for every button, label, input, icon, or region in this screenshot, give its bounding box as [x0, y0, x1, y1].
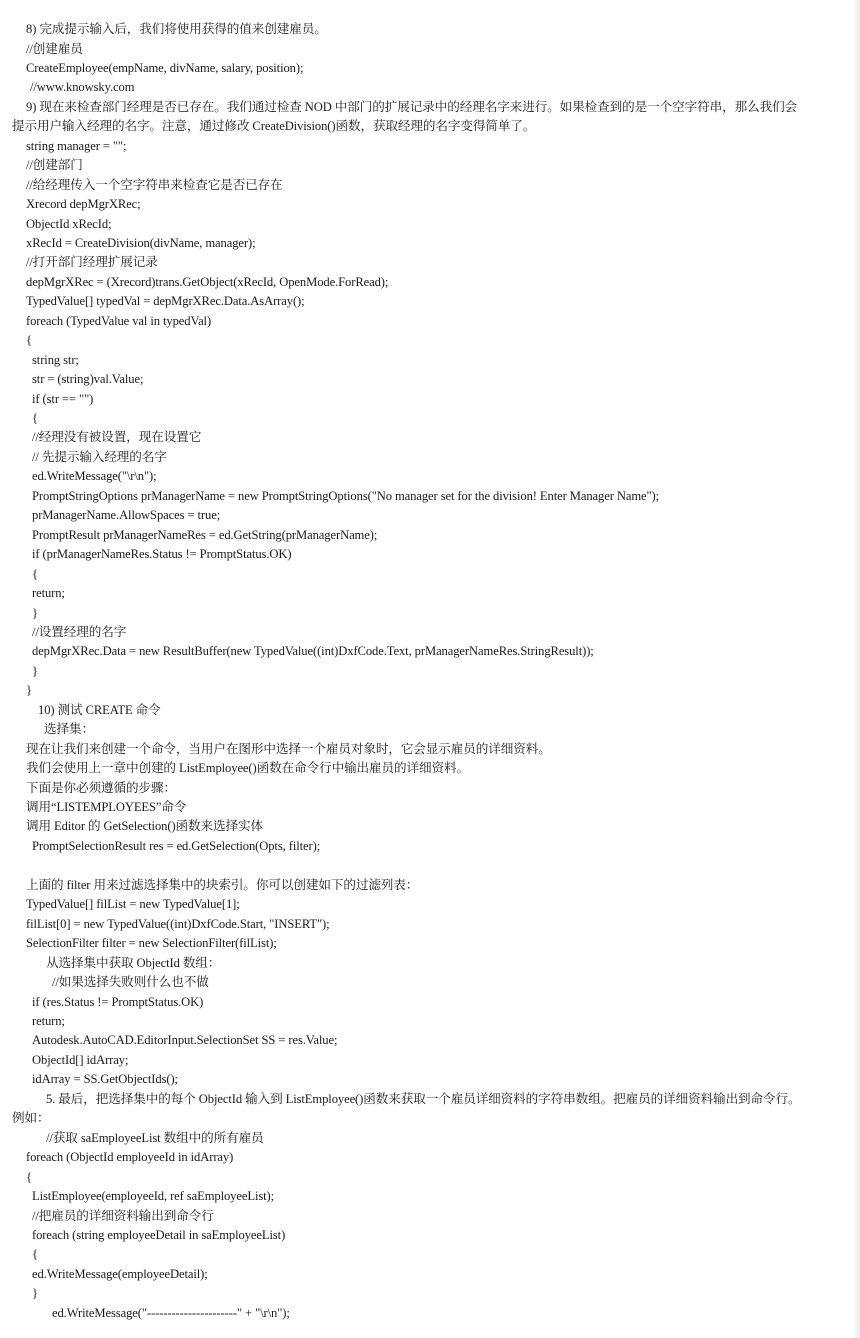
text-line: 下面是你必须遵循的步骤： — [26, 780, 176, 795]
text-line: PromptSelectionResult res = ed.GetSelection(Opts, filter); — [32, 838, 321, 853]
text-line: 5. 最后，把选择集中的每个 ObjectId 输入到 ListEmployee()函数来获取一个雇员详细资料的字符串数组。把雇员的详细资料输出到命令行。 — [46, 1091, 801, 1106]
text-line: 现在让我们来创建一个命令，当用户在图形中选择一个雇员对象时，它会显示雇员的详细资料。 — [26, 741, 551, 756]
text-line: } — [26, 683, 32, 698]
text-line: ObjectId xRecId; — [26, 216, 112, 231]
text-line: TypedValue[] typedVal = depMgrXRec.Data.AsArray(); — [26, 294, 305, 309]
text-line: PromptStringOptions prManagerName = new PromptStringOptions("No manager set for the division! Enter Manager Name"); — [32, 488, 660, 503]
text-line: xRecId = CreateDivision(divName, manager); — [26, 235, 256, 250]
text-line: //打开部门经理扩展记录 — [26, 255, 158, 270]
text-line: return; — [32, 1013, 65, 1028]
text-line: //创建部门 — [26, 158, 83, 173]
text-line: foreach (ObjectId employeeId in idArray) — [26, 1150, 234, 1165]
text-line: ObjectId[] idArray; — [32, 1052, 129, 1067]
text-line: ed.WriteMessage("\r\n"); — [32, 469, 157, 484]
text-line: 提示用户输入经理的名字。注意，通过修改 CreateDivision()函数，获取经理的名字变得简单了。 — [12, 119, 536, 134]
text-line: //设置经理的名字 — [32, 624, 127, 639]
text-line: 8) 完成提示输入后，我们将使用获得的值来创建雇员。 — [26, 22, 327, 36]
text-line: SelectionFilter filter = new SelectionFilter(filList); — [26, 936, 277, 951]
text-line: ed.WriteMessage("----------------------" + "\r\n"); — [52, 1305, 290, 1320]
text-line: return; — [32, 586, 65, 600]
text-line: PromptResult prManagerNameRes = ed.GetString(prManagerName); — [32, 527, 378, 542]
text-line: } — [32, 1286, 38, 1301]
text-line: { — [26, 1169, 32, 1184]
text-line: if (res.Status != PromptStatus.OK) — [32, 994, 204, 1009]
text-line: TypedValue[] filList = new TypedValue[1]; — [26, 897, 240, 912]
text-line: 选择集： — [44, 722, 94, 737]
text-line: 9) 现在来检查部门经理是否已存在。我们通过检查 NOD 中部门的扩展记录中的经理名字来进行。如果检查到的是一个空字符串，那么我们会 — [26, 99, 798, 114]
text-line: if (prManagerNameRes.Status != PromptStatus.OK) — [32, 547, 292, 562]
text-line: { — [26, 333, 32, 348]
text-line: //www.knowsky.com — [30, 80, 135, 95]
text-line: foreach (string employeeDetail in saEmployeeList) — [32, 1227, 286, 1242]
text-line: 调用 Editor 的 GetSelection()函数来选择实体 — [26, 819, 263, 834]
text-line: Xrecord depMgrXRec; — [26, 197, 141, 211]
text-line: } — [32, 663, 38, 678]
text-line: { — [32, 411, 38, 425]
text-line: //创建雇员 — [26, 41, 83, 56]
text-line: Autodesk.AutoCAD.EditorInput.SelectionSet SS = res.Value; — [32, 1033, 338, 1048]
text-line: 从选择集中获取 ObjectId 数组： — [46, 955, 221, 970]
text-line: 上面的 filter 用来过滤选择集中的块索引。你可以创建如下的过滤列表： — [26, 877, 419, 892]
text-line: ListEmployee(employeeId, ref saEmployeeList); — [32, 1189, 275, 1203]
text-line: 10) 测试 CREATE 命令 — [38, 702, 161, 717]
text-line: filList[0] = new TypedValue((int)DxfCode.Start, "INSERT"); — [26, 916, 330, 931]
text-line: //把雇员的详细资料输出到命令行 — [32, 1208, 214, 1223]
text-line: // 先提示输入经理的名字 — [32, 449, 167, 464]
text-line: CreateEmployee(empName, divName, salary, position); — [26, 60, 304, 75]
text-line: string str; — [32, 352, 79, 367]
text-line: depMgrXRec.Data = new ResultBuffer(new TypedValue((int)DxfCode.Text, prManagerNameRes.StringResult)); — [32, 644, 594, 659]
text-line: str = (string)val.Value; — [32, 372, 144, 387]
text-line: 我们会使用上一章中创建的 ListEmployee()函数在命令行中输出雇员的详细资料。 — [26, 761, 470, 776]
text-line: //经理没有被设置，现在设置它 — [32, 430, 202, 445]
text-line: if (str == "") — [32, 391, 94, 406]
text-line: } — [32, 605, 38, 620]
text-line: prManagerName.AllowSpaces = true; — [32, 508, 221, 523]
text-line: ed.WriteMessage(employeeDetail); — [32, 1266, 208, 1281]
text-line: 例如： — [12, 1111, 50, 1126]
text-line: 调用“LISTEMPLOYEES”命令 — [26, 800, 187, 814]
text-line: foreach (TypedValue val in typedVal) — [26, 313, 212, 328]
text-line: depMgrXRec = (Xrecord)trans.GetObject(xRecId, OpenMode.ForRead); — [26, 274, 389, 289]
text-line: //给经理传入一个空字符串来检查它是否已存在 — [26, 177, 283, 192]
text-line: { — [32, 566, 38, 581]
text-line: //获取 saEmployeeList 数组中的所有雇员 — [46, 1130, 264, 1145]
text-line: idArray = SS.GetObjectIds(); — [32, 1072, 178, 1087]
text-line: { — [32, 1247, 38, 1262]
page-edge-shadow — [852, 0, 860, 1338]
text-line: //如果选择失败则什么也不做 — [52, 975, 209, 989]
text-line: string manager = ""; — [26, 138, 127, 153]
